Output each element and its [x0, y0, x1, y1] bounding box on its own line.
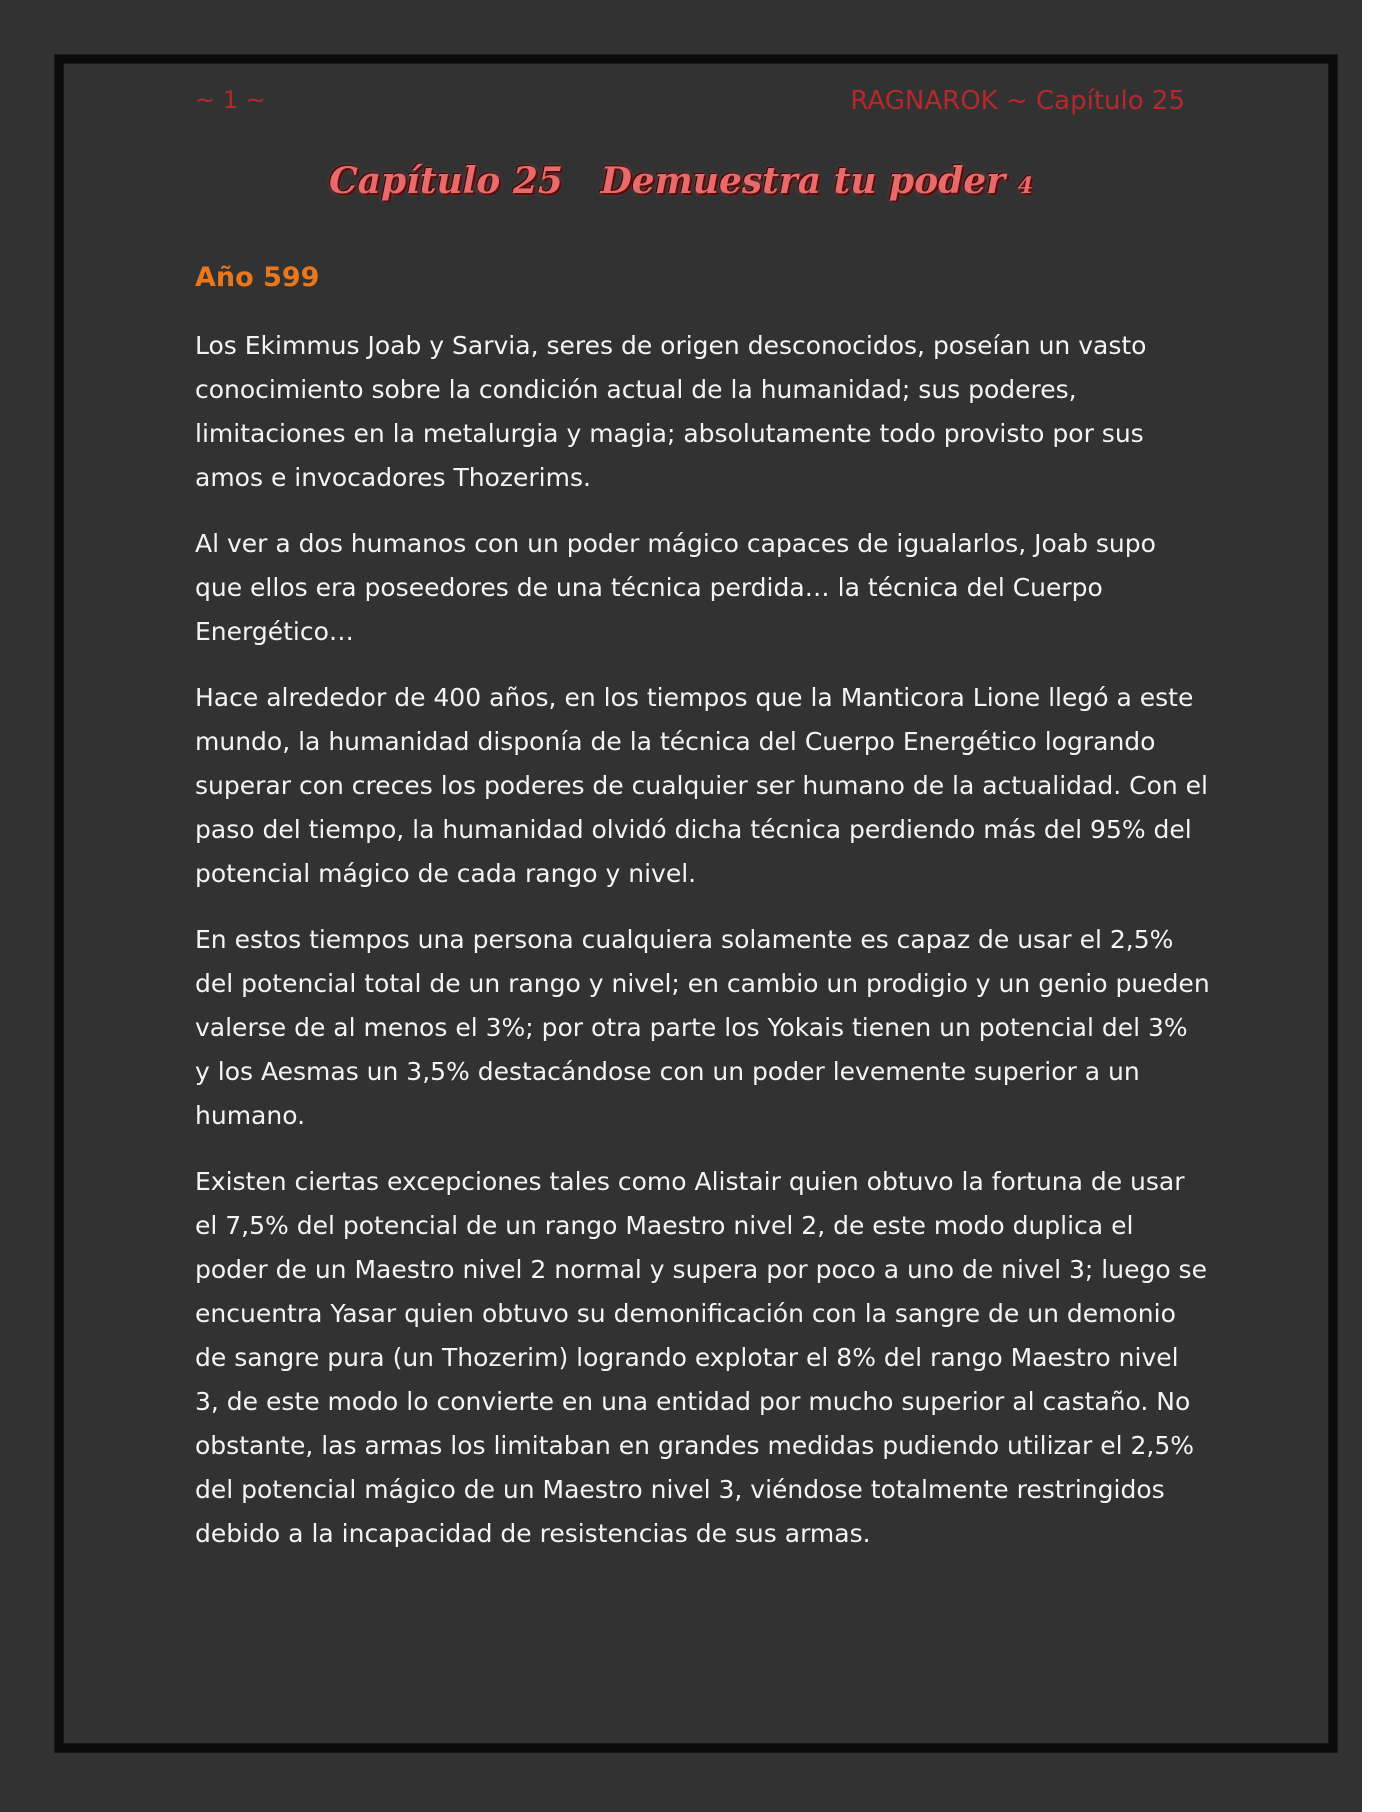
chapter-body — [195, 324, 1210, 1578]
year-heading: Año 599 — [195, 262, 320, 293]
paragraph: En estos tiempos una persona cualquiera solamente es capaz de usar el 2,5% del potencial total de un rango y nivel; en cambio un prodigio y un genio pueden valerse de al menos el 3%; por otra parte los Yokais tienen un potencial del 3% y los Aesmas un 3,5% destacándose con un poder levemente superior a un humano. — [195, 925, 1210, 1130]
page-number: ~ 1 ~ — [195, 86, 266, 114]
running-header-title: RAGNAROK ~ Capítulo 25 — [850, 86, 1185, 116]
paragraph: Hace alrededor de 400 años, en los tiempos que la Manticora Lione llegó a este mundo, la humanidad disponía de la técnica del Cuerpo Energético logrando superar con creces los poderes de cualquier ser humano de la actualidad. Con el paso del tiempo, la humanidad olvidó dicha técnica perdiendo más del 95% del potencial mágico de cada rango y nivel. — [195, 683, 1208, 888]
chapter-label: Capítulo 25 — [329, 160, 563, 202]
chapter-name: Demuestra tu poder — [600, 160, 1006, 202]
chapter-part: 4 — [1017, 173, 1033, 199]
paragraph: Al ver a dos humanos con un poder mágico capaces de igualarlos, Joab supo que ellos era poseedores de una técnica perdida… la técnica del Cuerpo Energético… — [195, 529, 1156, 646]
paragraph: Existen ciertas excepciones tales como Alistair quien obtuvo la fortuna de usar el 7,5% del potencial de un rango Maestro nivel 2, de este modo duplica el poder de un Maestro nivel 2 normal y supera por poco a uno de nivel 3; luego se encuentra Yasar quien obtuvo su demonificación con la sangre de un demonio de sangre pura (un Thozerim) logrando explotar el 8% del rango Maestro nivel 3, de este modo lo convierte en una entidad por mucho superior al castaño. No obstante, las armas los limitaban en grandes medidas pudiendo utilizar el 2,5% del potencial mágico de un Maestro nivel 3, viéndose totalmente restringidos debido a la incapacidad de resistencias de sus armas. — [195, 1167, 1207, 1548]
paragraph: Los Ekimmus Joab y Sarvia, seres de origen desconocidos, poseían un vasto conocimiento sobre la condición actual de la humanidad; sus poderes, limitaciones en la metalurgia y magia; absolutamente todo provisto por sus amos e invocadores Thozerims. — [195, 331, 1147, 492]
chapter-title — [0, 160, 1362, 202]
